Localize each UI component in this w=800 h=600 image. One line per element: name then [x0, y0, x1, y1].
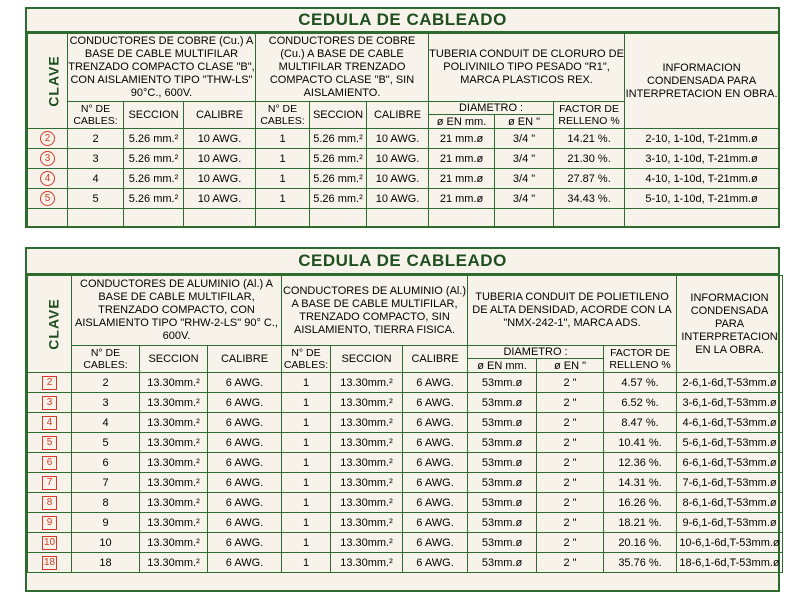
cell-in: 2 " [537, 553, 604, 573]
cell-s1: 5.26 mm.² [124, 149, 184, 169]
col-header-seccion: SECCION [331, 346, 403, 373]
clave-cell [28, 453, 72, 473]
cell-mm: 53mm.ø [468, 493, 537, 513]
clave-cell [28, 513, 72, 533]
cell-n1: 7 [72, 473, 140, 493]
col-header-num-cables: N° DE CABLES: [282, 346, 331, 373]
cell-n1: 9 [72, 513, 140, 533]
cell-mm: 53mm.ø [468, 533, 537, 553]
col-header-seccion: SECCION [140, 346, 208, 373]
cell-c2: 6 AWG. [403, 493, 468, 513]
cell-s2: 5.26 mm.² [310, 189, 367, 209]
cell-s2: 13.30mm.² [331, 393, 403, 413]
cell-info: 3-10, 1-10d, T-21mm.ø [625, 149, 779, 169]
clave-badge: 3 [40, 151, 55, 166]
col-header-calibre: CALIBRE [208, 346, 282, 373]
clave-badge: 2 [40, 131, 55, 146]
cell-factor: 6.52 %. [604, 393, 677, 413]
clave-badge: 6 [42, 456, 57, 470]
clave-badge: 4 [40, 171, 55, 186]
cell-n1: 10 [72, 533, 140, 553]
cell-n2: 1 [256, 129, 310, 149]
cell-mm: 21 mm.ø [429, 149, 495, 169]
table-row [28, 473, 783, 493]
cell-factor: 16.26 %. [604, 493, 677, 513]
cell-c2: 10 AWG. [367, 149, 429, 169]
cell-s2: 5.26 mm.² [310, 149, 367, 169]
cell-n2: 1 [282, 433, 331, 453]
table-row [28, 513, 783, 533]
cell-in: 2 " [537, 533, 604, 553]
clave-cell [28, 189, 68, 209]
cell-in: 2 " [537, 493, 604, 513]
cell-mm: 53mm.ø [468, 433, 537, 453]
col-header-seccion: SECCION [124, 102, 184, 129]
cell-in: 2 " [537, 433, 604, 453]
cell-in: 2 " [537, 453, 604, 473]
cell-info: 4-10, 1-10d, T-21mm.ø [625, 169, 779, 189]
clave-header: CLAVE [28, 34, 68, 129]
cell-info: 9-6,1-6d,T-53mm.ø [677, 513, 783, 533]
cell-in: 2 " [537, 393, 604, 413]
cell-in: 3/4 " [495, 189, 554, 209]
cell-s2: 13.30mm.² [331, 373, 403, 393]
cell-c1: 6 AWG. [208, 433, 282, 453]
cell-factor: 34.43 %. [554, 189, 625, 209]
cell-c2: 6 AWG. [403, 413, 468, 433]
cell-info: 2-10, 1-10d, T-21mm.ø [625, 129, 779, 149]
clave-cell [28, 493, 72, 513]
cell-c1: 10 AWG. [184, 149, 256, 169]
cell-c1: 6 AWG. [208, 553, 282, 573]
cell-in: 3/4 " [495, 149, 554, 169]
cell-factor: 27.87 %. [554, 169, 625, 189]
clave-cell [28, 129, 68, 149]
clave-badge: 7 [42, 476, 57, 490]
cell-c1: 6 AWG. [208, 473, 282, 493]
cell-info: 5-10, 1-10d, T-21mm.ø [625, 189, 779, 209]
clave-cell [28, 393, 72, 413]
col-header-calibre: CALIBRE [184, 102, 256, 129]
table-row [28, 453, 783, 473]
cell-in: 2 " [537, 373, 604, 393]
cell-factor: 12.36 %. [604, 453, 677, 473]
cell-s2: 13.30mm.² [331, 493, 403, 513]
cell-c2: 6 AWG. [403, 393, 468, 413]
cell-mm: 53mm.ø [468, 513, 537, 533]
cell-n1: 3 [68, 149, 124, 169]
cell-in: 2 " [537, 513, 604, 533]
cell-mm: 53mm.ø [468, 393, 537, 413]
col-header-factor: FACTOR DE RELLENO % [604, 346, 677, 373]
cell-n2: 1 [282, 473, 331, 493]
cell-info: 7-6,1-6d,T-53mm.ø [677, 473, 783, 493]
cell-s1: 13.30mm.² [140, 473, 208, 493]
cedula-aluminio-panel [25, 247, 780, 592]
group-header-conduit: TUBERIA CONDUIT DE POLIETILENO DE ALTA DENSIDAD, ACORDE CON LA "NMX-242-1", MARCA ADS. [468, 276, 677, 346]
table-row [28, 189, 779, 209]
cell-in: 3/4 " [495, 129, 554, 149]
cell-n2: 1 [282, 513, 331, 533]
clave-cell [28, 413, 72, 433]
table-title: CEDULA DE CABLEADO [27, 249, 778, 275]
cell-factor: 8.47 %. [604, 413, 677, 433]
cedula-cobre-panel [25, 7, 780, 228]
clave-cell [28, 149, 68, 169]
group-header-conductors-insulated: CONDUCTORES DE COBRE (Cu.) A BASE DE CABLE MULTIFILAR TRENZADO COMPACTO CLASE "B", CON AISLAMIENTO TIPO "THW-LS" 90°C., 600V. [68, 34, 256, 102]
cell-n2: 1 [282, 553, 331, 573]
cell-n1: 5 [72, 433, 140, 453]
cell-c1: 6 AWG. [208, 453, 282, 473]
cell-s1: 5.26 mm.² [124, 189, 184, 209]
cell-info: 8-6,1-6d,T-53mm.ø [677, 493, 783, 513]
cedula-cobre-table [27, 33, 779, 227]
table-row [28, 393, 783, 413]
cell-s1: 13.30mm.² [140, 413, 208, 433]
cell-mm: 53mm.ø [468, 413, 537, 433]
cell-n1: 8 [72, 493, 140, 513]
cell-n1: 6 [72, 453, 140, 473]
clave-badge: 5 [40, 191, 55, 206]
cell-s2: 5.26 mm.² [310, 169, 367, 189]
cell-c1: 6 AWG. [208, 493, 282, 513]
table-row [28, 493, 783, 513]
cell-c2: 6 AWG. [403, 453, 468, 473]
col-header-diametro: DIAMETRO : [468, 346, 604, 359]
col-header-num-cables: N° DE CABLES: [256, 102, 310, 129]
cell-mm: 53mm.ø [468, 553, 537, 573]
table-row [28, 553, 783, 573]
cell-c1: 6 AWG. [208, 373, 282, 393]
table-row [28, 129, 779, 149]
cell-factor: 14.21 %. [554, 129, 625, 149]
cell-c2: 10 AWG. [367, 169, 429, 189]
cell-s2: 13.30mm.² [331, 553, 403, 573]
cell-n2: 1 [282, 533, 331, 553]
cell-in: 2 " [537, 473, 604, 493]
cell-s2: 13.30mm.² [331, 473, 403, 493]
group-header-conductors-insulated: CONDUCTORES DE ALUMINIO (Al.) A BASE DE CABLE MULTIFILAR, TRENZADO COMPACTO, CON AISLAMIENTO TIPO "RHW-2-LS" 90° C., 600V. [72, 276, 282, 346]
cell-s1: 13.30mm.² [140, 393, 208, 413]
cell-c1: 10 AWG. [184, 169, 256, 189]
cell-info: 3-6,1-6d,T-53mm.ø [677, 393, 783, 413]
cell-factor: 20.16 %. [604, 533, 677, 553]
group-header-info: INFORMACION CONDENSADA PARA INTERPRETACION EN LA OBRA. [677, 276, 783, 373]
cell-n2: 1 [282, 493, 331, 513]
cell-n2: 1 [256, 169, 310, 189]
cell-factor: 21.30 %. [554, 149, 625, 169]
cell-in: 3/4 " [495, 169, 554, 189]
cell-s2: 13.30mm.² [331, 453, 403, 473]
cell-info: 10-6,1-6d,T-53mm.ø [677, 533, 783, 553]
col-header-diam-mm: ø EN mm. [468, 359, 537, 373]
clave-badge: 4 [42, 416, 57, 430]
clave-cell [28, 169, 68, 189]
cell-s1: 13.30mm.² [140, 493, 208, 513]
clave-cell [28, 373, 72, 393]
col-header-diam-mm: ø EN mm. [429, 115, 495, 129]
cell-s1: 5.26 mm.² [124, 169, 184, 189]
group-header-info: INFORMACION CONDENSADA PARA INTERPRETACION EN OBRA. [625, 34, 779, 129]
cell-c1: 10 AWG. [184, 189, 256, 209]
col-header-diam-in: ø EN " [495, 115, 554, 129]
cell-s2: 13.30mm.² [331, 433, 403, 453]
cell-n2: 1 [282, 373, 331, 393]
col-header-diametro: DIAMETRO : [429, 102, 554, 115]
cell-in: 2 " [537, 413, 604, 433]
cell-n1: 3 [72, 393, 140, 413]
cell-mm: 21 mm.ø [429, 129, 495, 149]
cell-c2: 10 AWG. [367, 189, 429, 209]
empty-row [28, 209, 779, 227]
cell-c2: 6 AWG. [403, 553, 468, 573]
cell-n1: 18 [72, 553, 140, 573]
col-header-num-cables: N° DE CABLES: [72, 346, 140, 373]
cell-mm: 53mm.ø [468, 373, 537, 393]
group-header-conductors-bare: CONDUCTORES DE ALUMINIO (Al.) A BASE DE CABLE MULTIFILAR, TRENZADO COMPACTO, SIN AISLAMIENTO, TIERRA FISICA. [282, 276, 468, 346]
cell-s1: 13.30mm.² [140, 433, 208, 453]
cell-n2: 1 [282, 393, 331, 413]
cell-n1: 2 [72, 373, 140, 393]
cell-factor: 14.31 %. [604, 473, 677, 493]
cell-n1: 4 [72, 413, 140, 433]
cell-mm: 53mm.ø [468, 473, 537, 493]
col-header-seccion: SECCION [310, 102, 367, 129]
group-header-conductors-bare: CONDUCTORES DE COBRE (Cu.) A BASE DE CABLE MULTIFILAR TRENZADO COMPACTO CLASE "B", SIN AISLAMIENTO. [256, 34, 429, 102]
col-header-calibre: CALIBRE [367, 102, 429, 129]
cell-n2: 1 [256, 149, 310, 169]
cell-s1: 13.30mm.² [140, 553, 208, 573]
cell-c1: 6 AWG. [208, 533, 282, 553]
cell-s2: 5.26 mm.² [310, 129, 367, 149]
cell-c1: 10 AWG. [184, 129, 256, 149]
cell-c2: 10 AWG. [367, 129, 429, 149]
clave-badge: 2 [42, 376, 57, 390]
table-row [28, 433, 783, 453]
cell-c1: 6 AWG. [208, 413, 282, 433]
table-row [28, 149, 779, 169]
cell-n1: 5 [68, 189, 124, 209]
cell-s1: 5.26 mm.² [124, 129, 184, 149]
table-row [28, 373, 783, 393]
clave-badge: 10 [43, 536, 56, 548]
cell-c2: 6 AWG. [403, 473, 468, 493]
cell-n2: 1 [282, 453, 331, 473]
cell-n1: 2 [68, 129, 124, 149]
cell-s1: 13.30mm.² [140, 533, 208, 553]
cell-factor: 4.57 %. [604, 373, 677, 393]
cell-c2: 6 AWG. [403, 533, 468, 553]
cell-s2: 13.30mm.² [331, 413, 403, 433]
cell-c2: 6 AWG. [403, 433, 468, 453]
cell-n1: 4 [68, 169, 124, 189]
clave-badge: 18 [43, 556, 56, 568]
table-row [28, 413, 783, 433]
cell-n2: 1 [256, 189, 310, 209]
table-row [28, 533, 783, 553]
clave-badge: 3 [42, 396, 57, 410]
cell-s1: 13.30mm.² [140, 453, 208, 473]
cell-s1: 13.30mm.² [140, 513, 208, 533]
cell-mm: 21 mm.ø [429, 189, 495, 209]
clave-header: CLAVE [28, 276, 72, 373]
group-header-conduit: TUBERIA CONDUIT DE CLORURO DE POLIVINILO TIPO PESADO "R1", MARCA PLASTICOS REX. [429, 34, 625, 102]
cell-info: 6-6,1-6d,T-53mm.ø [677, 453, 783, 473]
cedula-cobre-rows [28, 129, 779, 209]
cell-factor: 18.21 %. [604, 513, 677, 533]
clave-cell [28, 553, 72, 573]
clave-cell [28, 533, 72, 553]
cell-s2: 13.30mm.² [331, 533, 403, 553]
cell-n2: 1 [282, 413, 331, 433]
clave-cell [28, 473, 72, 493]
cell-c1: 6 AWG. [208, 513, 282, 533]
cell-mm: 53mm.ø [468, 453, 537, 473]
table-row [28, 169, 779, 189]
cell-info: 2-6,1-6d,T-53mm.ø [677, 373, 783, 393]
cedula-aluminio-table [27, 275, 783, 573]
cell-info: 5-6,1-6d,T-53mm.ø [677, 433, 783, 453]
cell-factor: 35.76 %. [604, 553, 677, 573]
cell-factor: 10.41 %. [604, 433, 677, 453]
clave-cell [28, 433, 72, 453]
cell-info: 4-6,1-6d,T-53mm.ø [677, 413, 783, 433]
cell-c1: 6 AWG. [208, 393, 282, 413]
clave-badge: 9 [42, 516, 57, 530]
cell-info: 18-6,1-6d,T-53mm.ø [677, 553, 783, 573]
cell-s1: 13.30mm.² [140, 373, 208, 393]
cell-s2: 13.30mm.² [331, 513, 403, 533]
table-title: CEDULA DE CABLEADO [27, 9, 778, 33]
col-header-calibre: CALIBRE [403, 346, 468, 373]
col-header-diam-in: ø EN " [537, 359, 604, 373]
cell-c2: 6 AWG. [403, 513, 468, 533]
cell-mm: 21 mm.ø [429, 169, 495, 189]
cell-c2: 6 AWG. [403, 373, 468, 393]
col-header-factor: FACTOR DE RELLENO % [554, 102, 625, 129]
cedula-aluminio-rows [28, 373, 783, 573]
col-header-num-cables: N° DE CABLES: [68, 102, 124, 129]
clave-badge: 8 [42, 496, 57, 510]
clave-badge: 5 [42, 436, 57, 450]
